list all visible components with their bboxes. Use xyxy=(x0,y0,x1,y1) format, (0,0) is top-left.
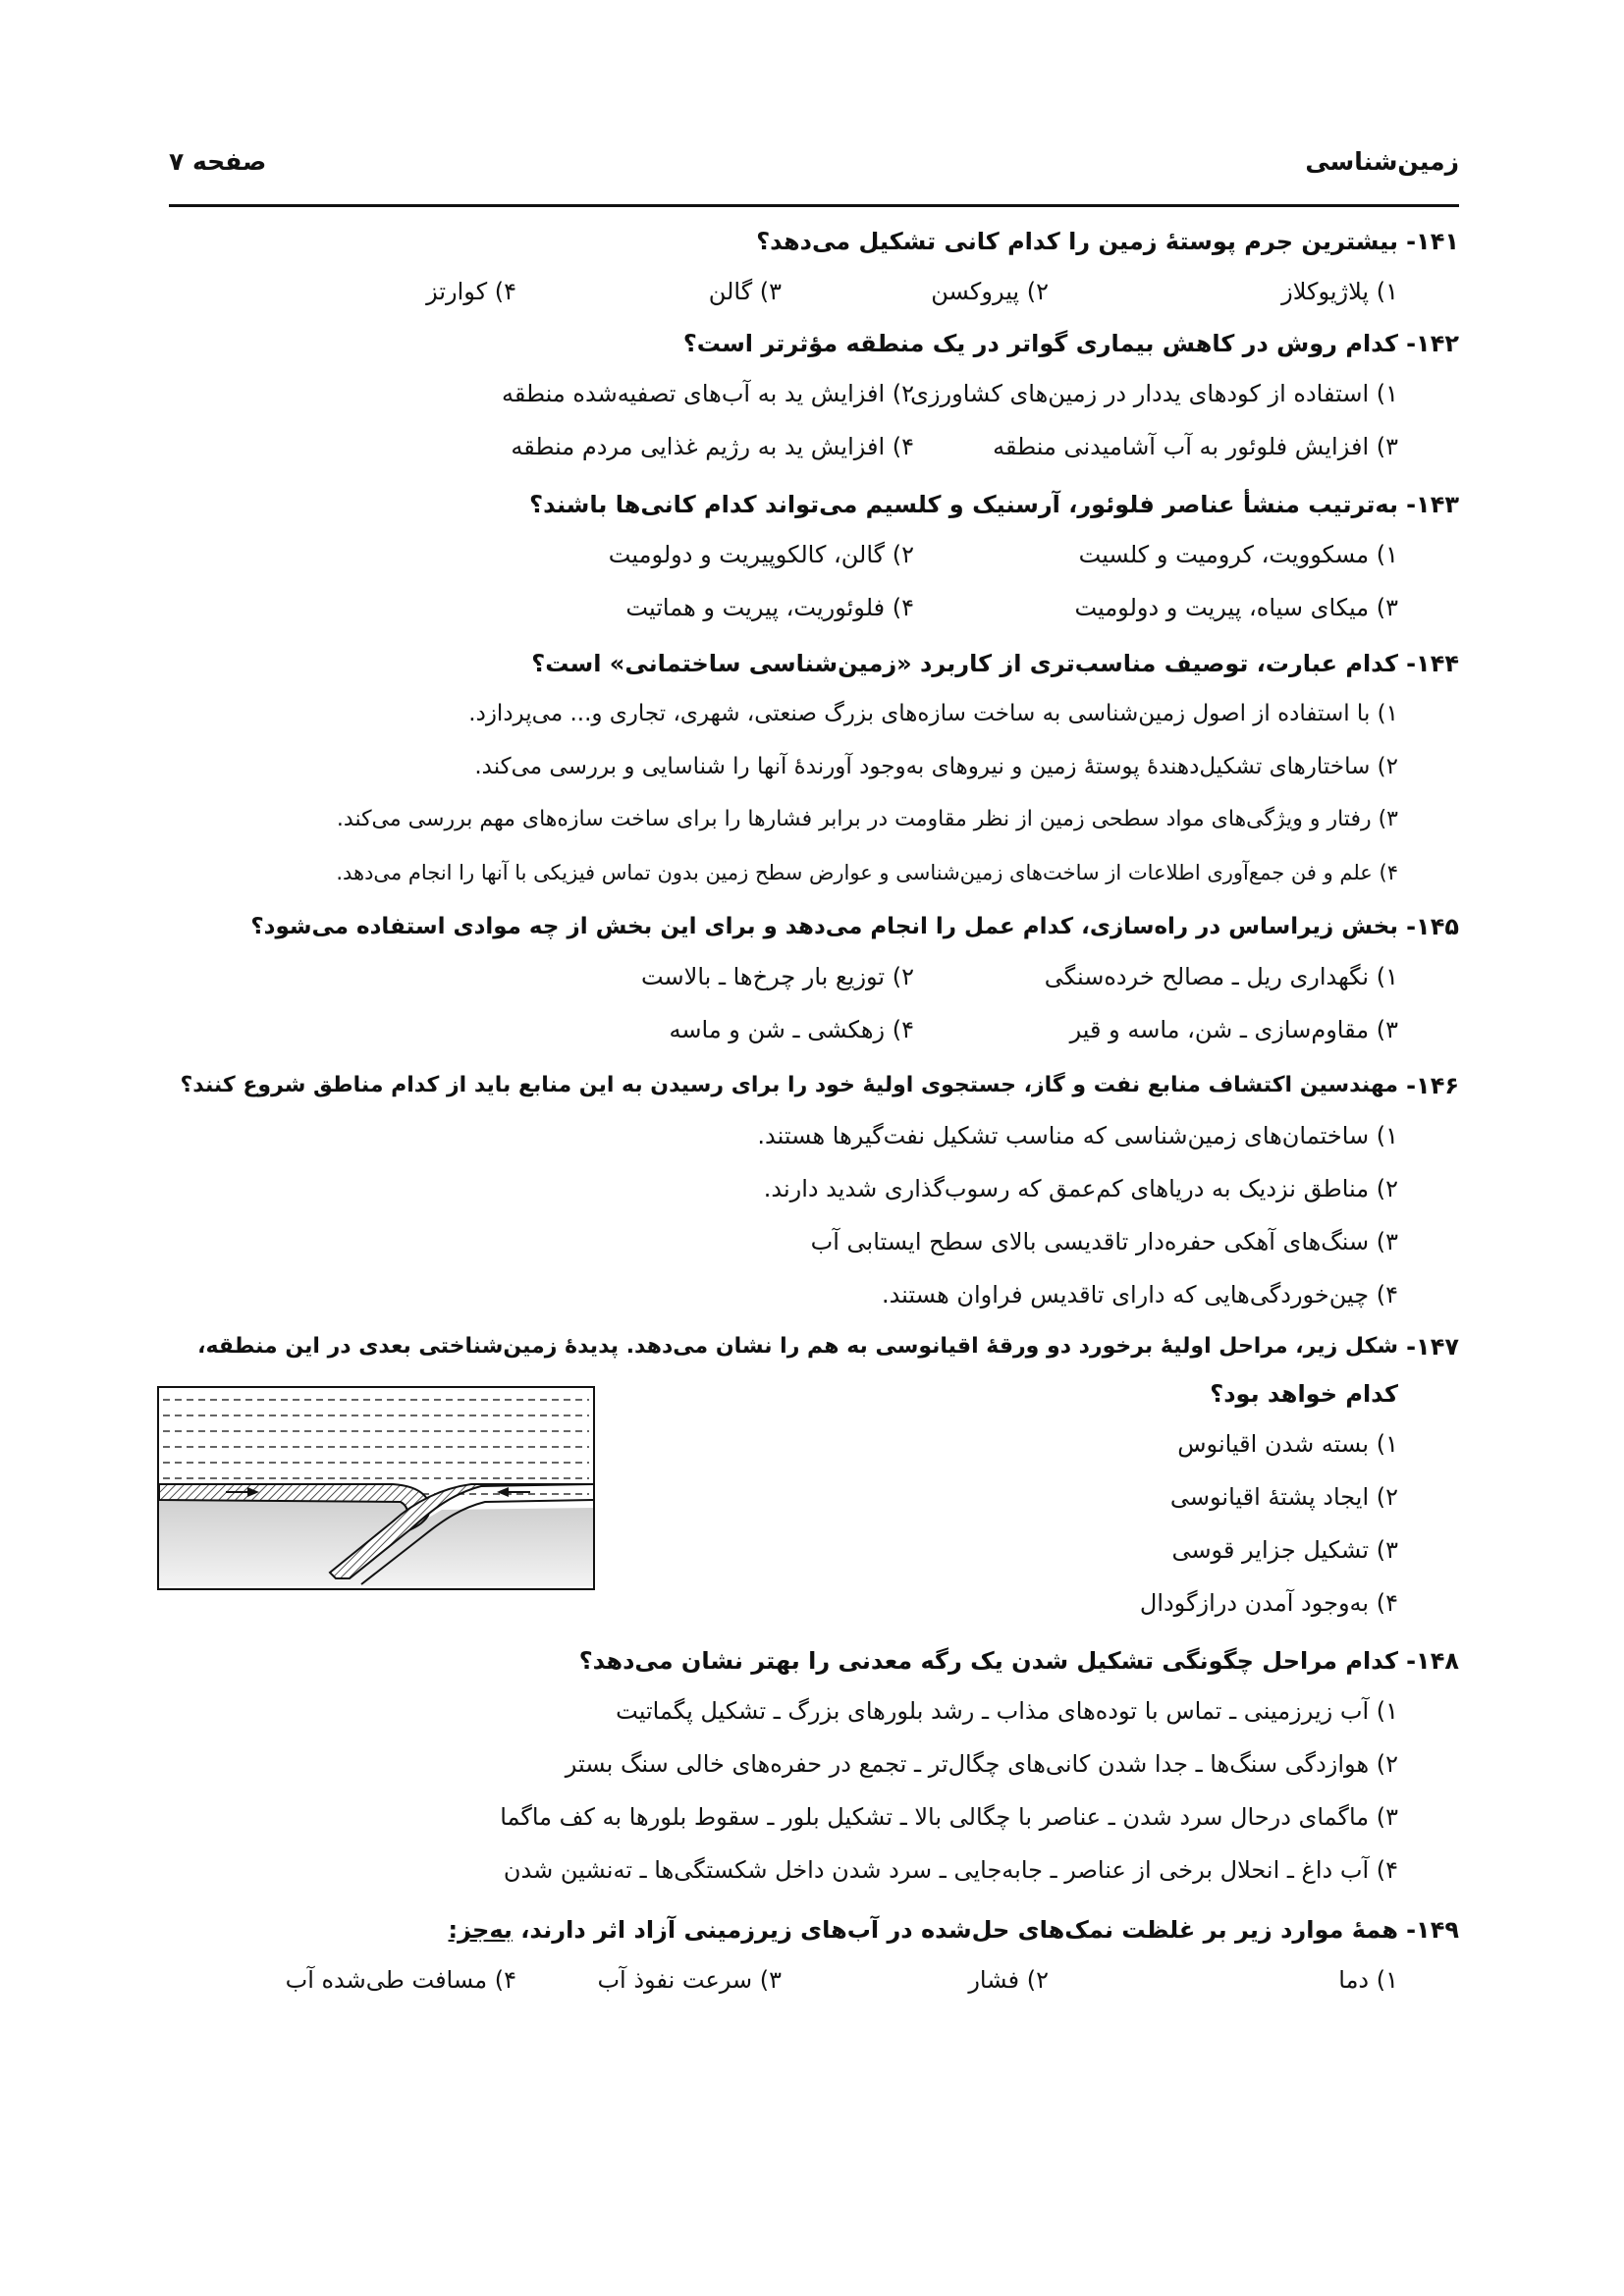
option-1: ۱) ساختمان‌های زمین‌شناسی که مناسب تشکیل نفت‌گیرها هستند. xyxy=(757,1122,1398,1149)
question-text: بخش زیراساس در راه‌سازی، کدام عمل را انجام می‌دهد و برای این بخش از چه موادی استفاده می‌شود؟ xyxy=(250,914,1398,939)
question-text-continued: کدام خواهد بود؟ xyxy=(1210,1380,1398,1408)
question-text: کدام روش در کاهش بیماری گواتر در یک منطقه مؤثرتر است؟ xyxy=(682,330,1398,357)
option-4: ۴) علم و فن جمع‌آوری اطلاعات از ساخت‌های زمین‌شناسی و عوارض سطح زمین بدون تماس فیزیکی با آنها را انجام می‌دهد. xyxy=(336,861,1398,884)
option-2: ۲) افزایش ید به آب‌های تصفیه‌شده منطقه xyxy=(501,380,914,407)
option-1: ۱) آب زیرزمینی ـ تماس با توده‌های مذاب ـ رشد بلورهای بزرگ ـ تشکیل پگماتیت xyxy=(616,1697,1398,1725)
option-3: ۳) گالن xyxy=(708,278,782,305)
option-1: ۱) نگهداری ریل ـ مصالح خرده‌سنگی xyxy=(1044,963,1398,990)
option-3: ۳) رفتار و ویژگی‌های مواد سطحی زمین از نظر مقاومت در برابر فشارها را برای ساخت سازه‌های مهم بررسی می‌کند. xyxy=(336,807,1398,831)
question-number: ۱۴۳- xyxy=(1406,491,1459,518)
option-3: ۳) تشکیل جزایر قوسی xyxy=(1171,1536,1398,1564)
question-text-main: همهٔ موارد زیر بر غلظت نمک‌های حل‌شده در آب‌های زیرزمینی آزاد اثر دارند، xyxy=(520,1916,1398,1944)
question-145 xyxy=(157,903,1459,1056)
option-1: ۱) دما xyxy=(1338,1966,1398,1994)
option-1: ۱) مسکوویت، کرومیت و کلسیت xyxy=(1078,541,1398,568)
question-143 xyxy=(157,481,1459,634)
option-3: ۳) افزایش فلوئور به آب آشامیدنی منطقه xyxy=(993,433,1398,460)
question-number: ۱۴۱- xyxy=(1406,228,1459,255)
question-number: ۱۴۹- xyxy=(1406,1916,1459,1944)
question-149 xyxy=(157,1906,1459,2006)
question-number: ۱۴۵- xyxy=(1406,913,1459,940)
option-1: ۱) بسته شدن اقیانوس xyxy=(1177,1430,1398,1458)
subject-title: زمین‌شناسی xyxy=(1305,147,1459,176)
question-144 xyxy=(157,640,1459,899)
option-4: ۴) زهکشی ـ شن و ماسه xyxy=(669,1016,914,1043)
option-1: ۱) پلاژیوکلاز xyxy=(1281,278,1398,305)
question-141 xyxy=(157,218,1459,318)
question-text xyxy=(449,1906,1398,1953)
question-text: مهندسین اکتشاف منابع نفت و گاز، جستجوی اولیهٔ خود را برای رسیدن به این منابع باید از کدام مناطق شروع کنند؟ xyxy=(180,1073,1398,1097)
option-2: ۲) گالن، کالکوپیریت و دولومیت xyxy=(608,541,914,568)
header-divider xyxy=(169,204,1459,207)
option-2: ۲) مناطق نزدیک به دریاهای کم‌عمق که رسوب‌گذاری شدید دارند. xyxy=(763,1175,1398,1202)
page-number: صفحه ۷ xyxy=(169,147,267,176)
question-text: کدام مراحل چگونگی تشکیل شدن یک رگه معدنی را بهتر نشان می‌دهد؟ xyxy=(578,1647,1398,1675)
ocean-plate-collision-figure xyxy=(157,1386,595,1590)
question-number: ۱۴۸- xyxy=(1406,1647,1459,1675)
option-3: ۳) سنگ‌های آهکی حفره‌دار تاقدیسی بالای سطح ایستابی آب xyxy=(810,1228,1398,1255)
option-3: ۳) سرعت نفوذ آب xyxy=(597,1966,782,1994)
option-4: ۴) فلوئوریت، پیریت و هماتیت xyxy=(625,594,914,621)
question-number: ۱۴۶- xyxy=(1406,1072,1459,1099)
question-text: شکل زیر، مراحل اولیهٔ برخورد دو ورقهٔ اقیانوسی به هم را نشان می‌دهد. پدیدهٔ زمین‌شناختی بعدی در این منطقه، xyxy=(197,1334,1398,1359)
option-2: ۲) فشار xyxy=(968,1966,1049,1994)
question-number: ۱۴۲- xyxy=(1406,330,1459,357)
question-146 xyxy=(157,1062,1459,1321)
option-3: ۳) ماگمای درحال سرد شدن ـ عناصر با چگالی بالا ـ تشکیل بلور ـ سقوط بلورها به کف ماگما xyxy=(500,1803,1398,1831)
option-4: ۴) چین‌خوردگی‌هایی که دارای تاقدیس فراوان هستند. xyxy=(881,1281,1398,1308)
question-148 xyxy=(157,1637,1459,1896)
option-4: ۴) آب داغ ـ انحلال برخی از عناصر ـ جابه‌جایی ـ سرد شدن داخل شکستگی‌ها ـ ته‌نشین شدن xyxy=(503,1856,1398,1884)
option-2: ۲) هوازدگی سنگ‌ها ـ جدا شدن کانی‌های چگال‌تر ـ تجمع در حفره‌های خالی سنگ بستر xyxy=(565,1750,1398,1778)
option-2: ۲) پیروکسن xyxy=(931,278,1049,305)
question-text: به‌ترتیب منشأ عناصر فلوئور، آرسنیک و کلسیم می‌تواند کدام کانی‌ها باشند؟ xyxy=(529,491,1398,518)
question-number: ۱۴۷- xyxy=(1406,1333,1459,1361)
option-2: ۲) توزیع بار چرخ‌ها ـ بالاست xyxy=(640,963,914,990)
option-1: ۱) استفاده از کودهای یددار در زمین‌های کشاورزی xyxy=(910,380,1398,407)
question-number: ۱۴۴- xyxy=(1406,650,1459,677)
page-header xyxy=(169,147,1459,185)
option-2: ۲) ایجاد پشتهٔ اقیانوسی xyxy=(1169,1483,1398,1511)
question-142 xyxy=(157,320,1459,473)
option-2: ۲) ساختارهای تشکیل‌دهندهٔ پوستهٔ زمین و نیروهای به‌وجود آورندهٔ آنها را شناسایی و بررسی می‌کند. xyxy=(474,754,1398,779)
question-text: بیشترین جرم پوستهٔ زمین را کدام کانی تشکیل می‌دهد؟ xyxy=(756,228,1398,255)
question-text: کدام عبارت، توصیف مناسب‌تری از کاربرد «زمین‌شناسی ساختمانی» است؟ xyxy=(531,650,1398,677)
option-4: ۴) افزایش ید به رژیم غذایی مردم منطقه xyxy=(511,433,914,460)
option-4: ۴) کوارتز xyxy=(426,278,516,305)
option-1: ۱) با استفاده از اصول زمین‌شناسی به ساخت سازه‌های بزرگ صنعتی، شهری، تجاری و... می‌پردازد. xyxy=(468,701,1398,726)
option-4: ۴) مسافت طی‌شده آب xyxy=(285,1966,516,1994)
option-3: ۳) مقاوم‌سازی ـ شن، ماسه و قیر xyxy=(1069,1016,1398,1043)
question-text-emphasis: به‌جز: xyxy=(448,1916,513,1944)
option-3: ۳) میکای سیاه، پیریت و دولومیت xyxy=(1074,594,1398,621)
option-4: ۴) به‌وجود آمدن درازگودال xyxy=(1139,1589,1398,1617)
